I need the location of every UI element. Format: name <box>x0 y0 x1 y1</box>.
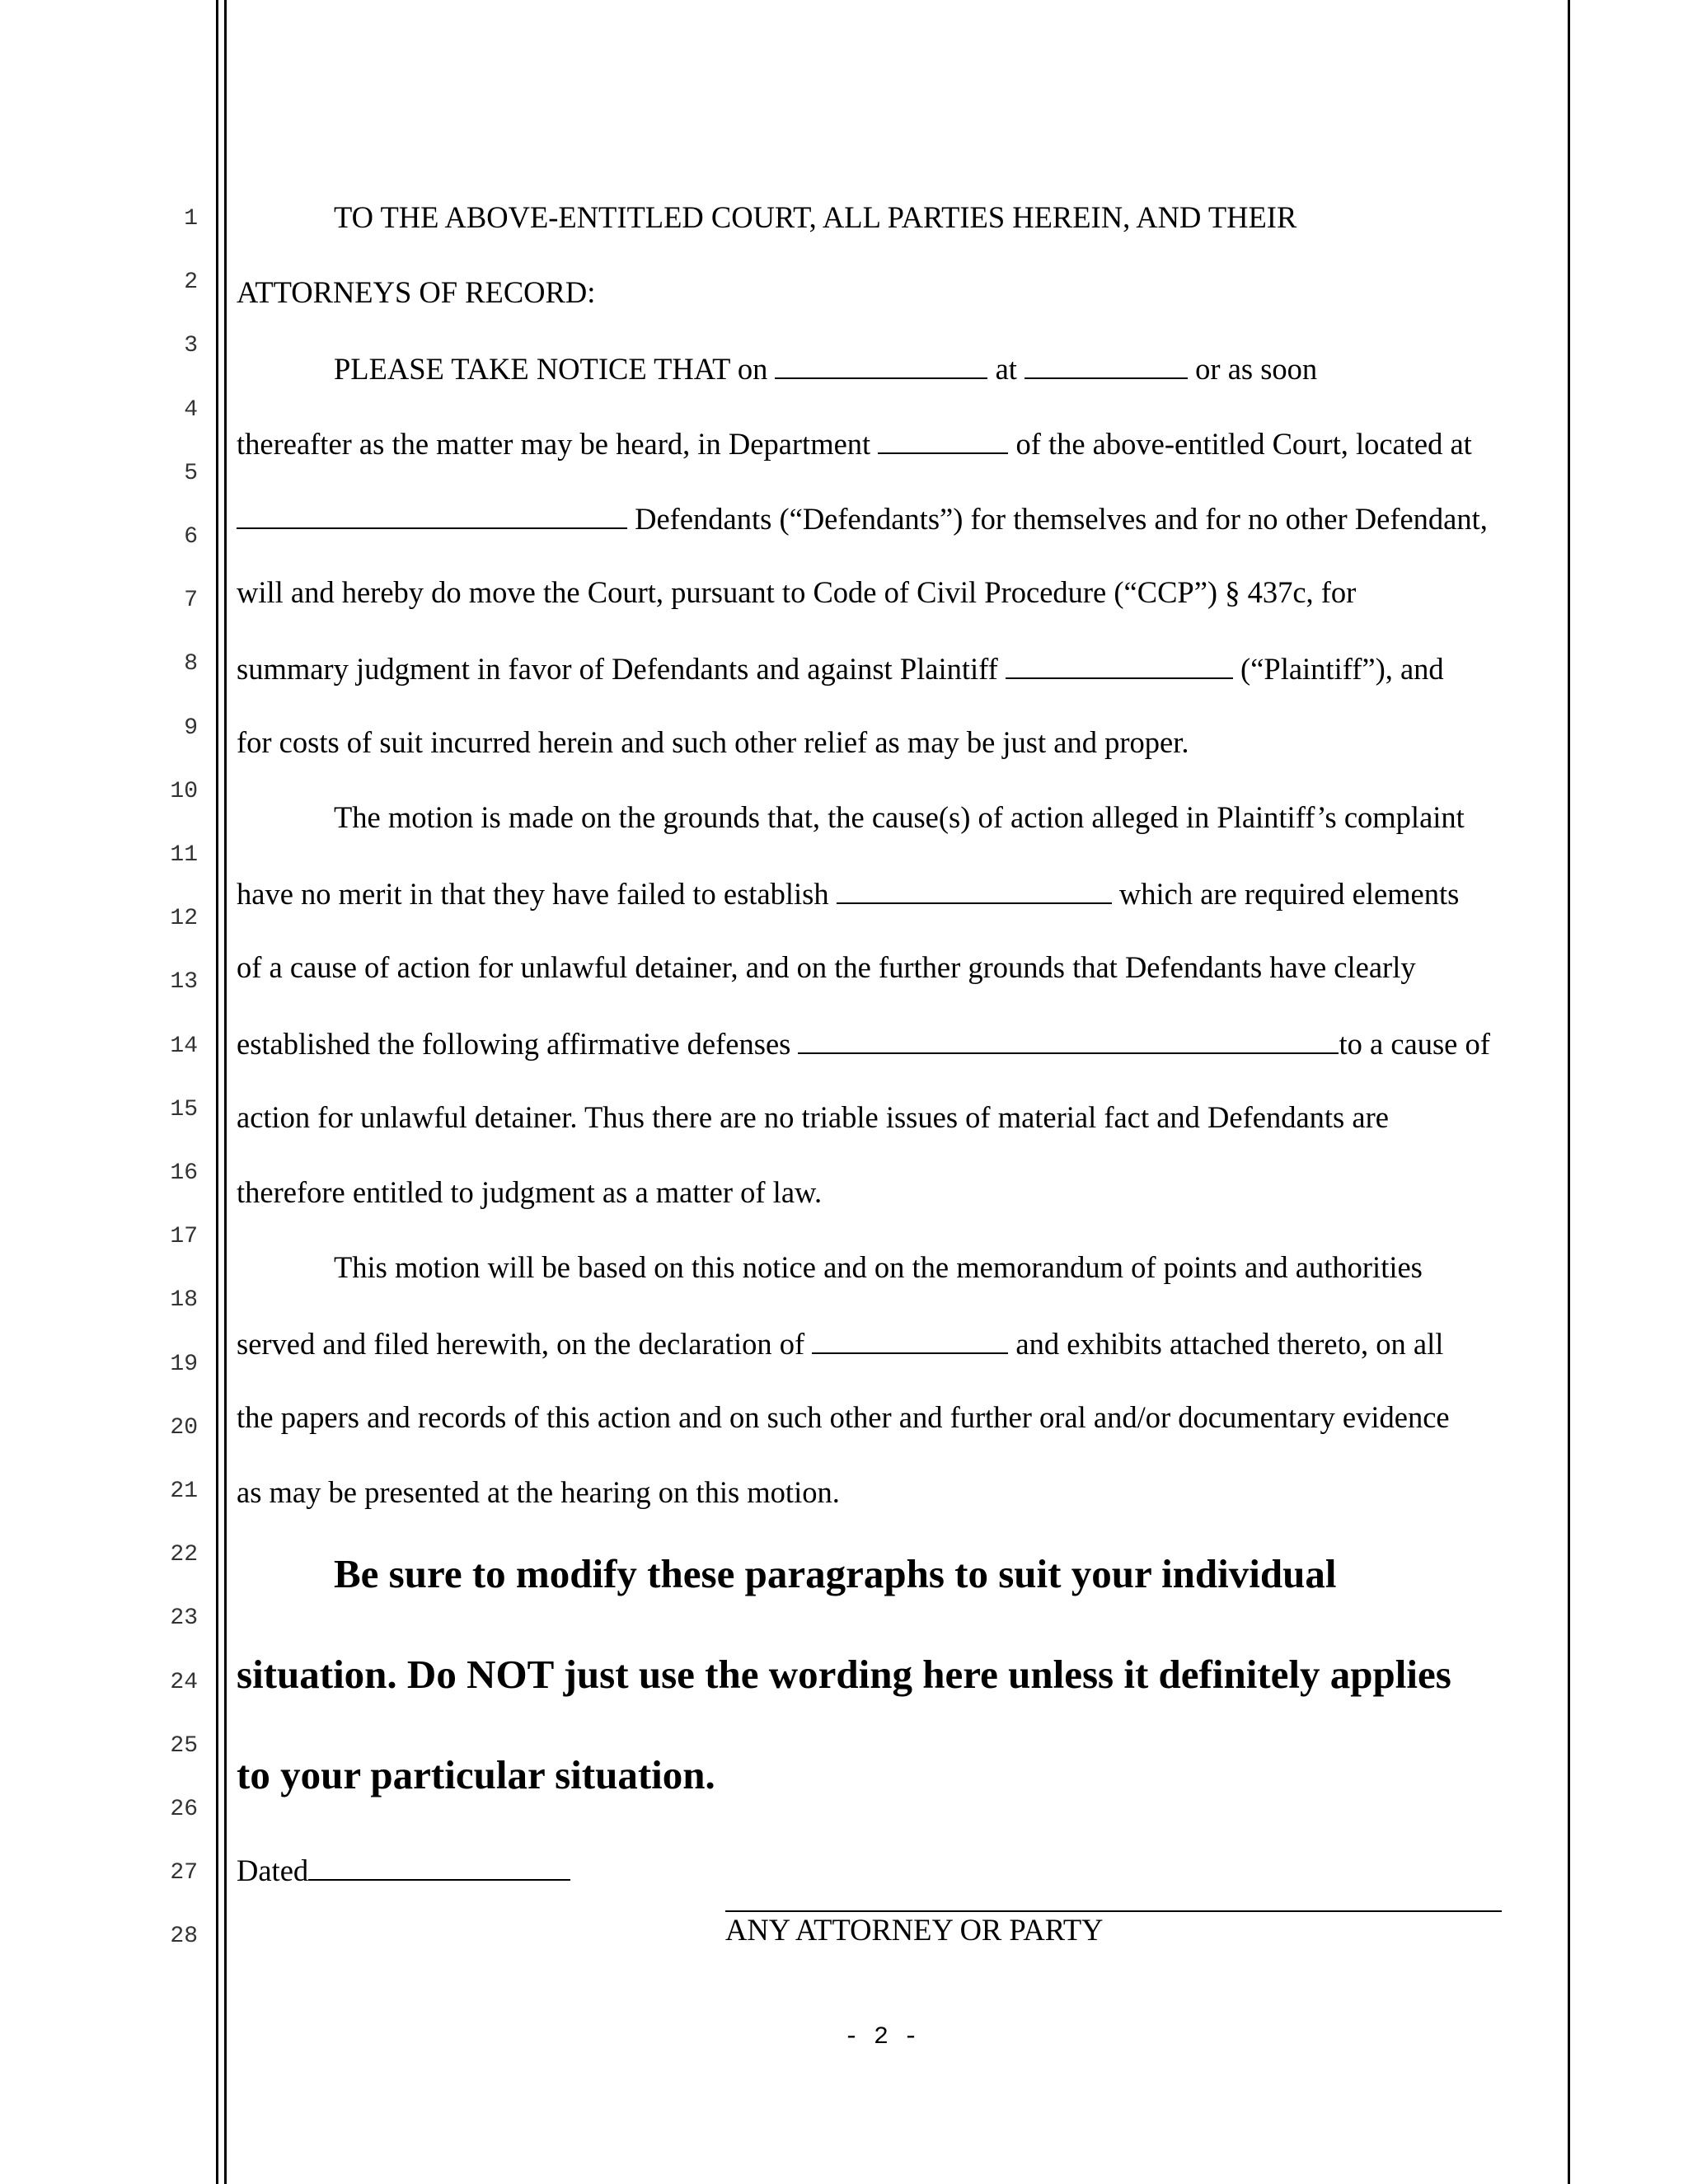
to-a-cause-of-text: to a cause of <box>1339 1027 1490 1061</box>
line-number: 4 <box>184 397 198 423</box>
paragraph-4-line-4: as may be presented at the hearing on this motion. <box>237 1475 840 1509</box>
line-number: 2 <box>184 269 198 295</box>
signer-label: ANY ATTORNEY OR PARTY <box>725 1913 1104 1947</box>
line-number: 12 <box>170 906 198 931</box>
paragraph-2-line-2 <box>237 428 1472 460</box>
line-number: 18 <box>170 1287 198 1313</box>
notice-text: PLEASE TAKE NOTICE THAT on <box>334 352 768 386</box>
line-number: 11 <box>170 842 198 868</box>
line-number: 13 <box>170 969 198 995</box>
dated-label: Dated <box>237 1854 309 1887</box>
pleading-rule-right <box>1568 0 1570 2184</box>
warning-line-3: to your particular situation. <box>237 1752 715 1797</box>
exhibits-text: and exhibits attached thereto, on all <box>1015 1327 1444 1361</box>
line-number: 15 <box>170 1097 198 1122</box>
department-blank[interactable] <box>878 428 1008 454</box>
dated-blank[interactable] <box>308 1854 570 1881</box>
line-number: 21 <box>170 1479 198 1504</box>
court-address-blank[interactable] <box>237 503 627 529</box>
line-number: 24 <box>170 1670 198 1695</box>
line-number: 26 <box>170 1797 198 1822</box>
paragraph-3-line-2 <box>237 878 1459 910</box>
plaintiff-text: (“Plaintiff”), and <box>1240 652 1444 686</box>
plaintiff-name-blank[interactable] <box>1006 653 1233 679</box>
declaration-of-text: served and filed herewith, on the declaration of <box>237 1327 805 1361</box>
paragraph-3-line-5: action for unlawful detainer. Thus there are no triable issues of material fact and Defendants are <box>237 1100 1389 1134</box>
paragraph-4-line-2 <box>237 1328 1443 1360</box>
failed-to-establish-text: have no merit in that they have failed to establish <box>237 877 829 911</box>
page-number: - 2 - <box>843 2023 918 2051</box>
warning-line-2: situation. Do NOT just use the wording here unless it definitely applies <box>237 1652 1451 1697</box>
line-number: 20 <box>170 1415 198 1441</box>
elements-blank[interactable] <box>837 878 1112 904</box>
line-number: 10 <box>170 779 198 804</box>
line-number: 1 <box>184 206 198 232</box>
paragraph-2-line-1 <box>334 353 1317 385</box>
paragraph-2-line-3 <box>237 503 1488 535</box>
declarant-blank[interactable] <box>812 1328 1008 1354</box>
line-number: 8 <box>184 651 198 677</box>
paragraph-3-line-6: therefore entitled to judgment as a matter of law. <box>237 1175 823 1209</box>
department-text: thereafter as the matter may be heard, in Department <box>237 427 871 461</box>
defendants-text: Defendants (“Defendants”) for themselves and for no other Defendant, <box>635 502 1488 536</box>
pleading-rule-left-inner <box>224 0 227 2184</box>
line-number: 6 <box>184 524 198 550</box>
paragraph-4-line-3: the papers and records of this action and on such other and further oral and/or documentary evidence <box>237 1400 1450 1434</box>
line-number: 28 <box>170 1924 198 1949</box>
hearing-time-blank[interactable] <box>1025 353 1188 379</box>
line-number: 23 <box>170 1605 198 1631</box>
paragraph-3-line-4 <box>237 1028 1490 1060</box>
paragraph-3-line-3: of a cause of action for unlawful detainer, and on the further grounds that Defendants have clearly <box>237 950 1416 984</box>
or-as-soon-text: or as soon <box>1195 352 1318 386</box>
line-number: 16 <box>170 1160 198 1186</box>
paragraph-2-line-4: will and hereby do move the Court, pursuant to Code of Civil Procedure (“CCP”) § 437c, for <box>237 575 1357 609</box>
paragraph-4-line-1: This motion will be based on this notice and on the memorandum of points and authorities <box>334 1250 1423 1284</box>
dated-line <box>237 1854 570 1886</box>
line-number: 14 <box>170 1033 198 1059</box>
affirmative-defenses-text: established the following affirmative defenses <box>237 1027 791 1061</box>
warning-line-1: Be sure to modify these paragraphs to suit your individual <box>334 1551 1337 1596</box>
line-number: 17 <box>170 1224 198 1249</box>
summary-judgment-text: summary judgment in favor of Defendants and against Plaintiff <box>237 652 998 686</box>
pleading-rule-left-outer <box>216 0 218 2184</box>
affirmative-defenses-blank[interactable] <box>798 1028 1339 1054</box>
hearing-date-blank[interactable] <box>775 353 987 379</box>
line-number: 7 <box>184 588 198 613</box>
at-text: at <box>995 352 1017 386</box>
paragraph-1-line-2: ATTORNEYS OF RECORD: <box>237 275 596 309</box>
located-at-text: of the above-entitled Court, located at <box>1015 427 1472 461</box>
line-number: 9 <box>184 715 198 741</box>
line-number: 25 <box>170 1733 198 1759</box>
line-number: 5 <box>184 461 198 486</box>
line-number: 19 <box>170 1352 198 1377</box>
line-number: 27 <box>170 1860 198 1886</box>
line-number: 3 <box>184 333 198 359</box>
required-elements-text: which are required elements <box>1118 877 1460 911</box>
paragraph-2-line-6: for costs of suit incurred herein and such other relief as may be just and proper. <box>237 725 1189 759</box>
line-number: 22 <box>170 1542 198 1568</box>
paragraph-2-line-5 <box>237 653 1444 685</box>
paragraph-3-line-1: The motion is made on the grounds that, the cause(s) of action alleged in Plaintiff’s complaint <box>334 800 1465 834</box>
paragraph-1-line-1: TO THE ABOVE-ENTITLED COURT, ALL PARTIES HEREIN, AND THEIR <box>334 200 1297 234</box>
